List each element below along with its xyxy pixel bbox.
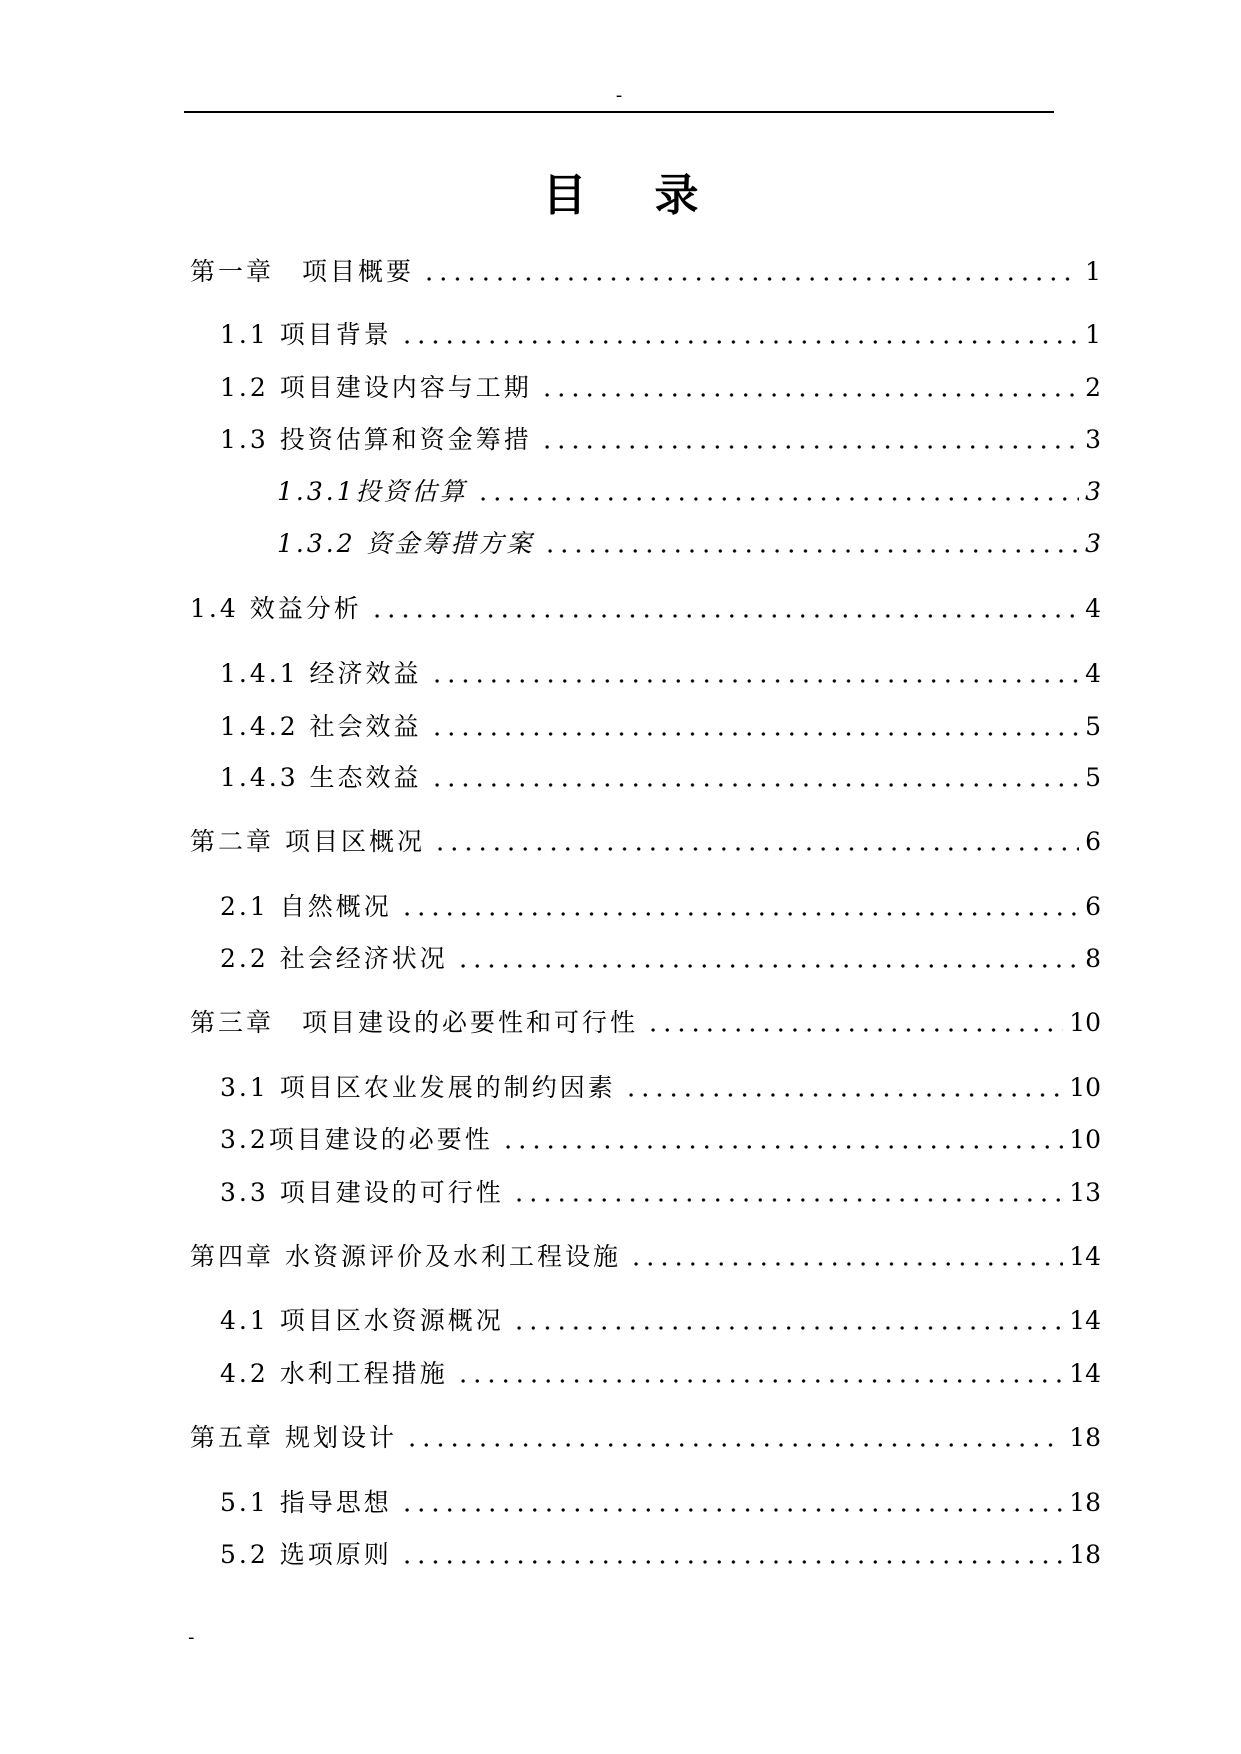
toc-entry-page-number: 6 — [1085, 892, 1101, 921]
toc-entry-title: 3.3 项目建设的可行性 — [220, 1178, 504, 1207]
toc-entry-page-number: 14 — [1069, 1359, 1101, 1388]
toc-entry[interactable] — [220, 941, 1101, 977]
toc-entry[interactable] — [277, 474, 1101, 510]
toc-entry-page-number: 4 — [1085, 594, 1101, 623]
toc-entry[interactable] — [220, 422, 1101, 458]
toc-entry-title: 1.2 项目建设内容与工期 — [220, 373, 532, 402]
toc-entry-page-number: 3 — [1085, 529, 1101, 558]
toc-entry-title: 5.1 指导思想 — [220, 1488, 392, 1517]
dot-leader — [400, 317, 1079, 353]
toc-entry-title: 1.3 投资估算和资金筹措 — [220, 425, 532, 454]
toc-entry[interactable] — [220, 317, 1101, 353]
toc-entry-page-number: 10 — [1069, 1008, 1101, 1037]
dot-leader — [456, 1356, 1063, 1392]
toc-entry-title: 1.4.2 社会效益 — [220, 712, 422, 741]
toc-entry-title: 3.2项目建设的必要性 — [220, 1125, 493, 1154]
toc-entry-page-number: 5 — [1085, 712, 1101, 741]
toc-entry[interactable] — [220, 1485, 1101, 1521]
toc-entry-page-number: 14 — [1069, 1242, 1101, 1271]
dot-leader — [400, 1537, 1063, 1573]
dot-leader — [540, 422, 1079, 458]
dot-leader — [400, 889, 1079, 925]
dot-leader — [540, 370, 1079, 406]
dot-leader — [430, 709, 1080, 745]
dot-leader — [512, 1175, 1063, 1211]
toc-entry-title: 1.3.1投资估算 — [277, 477, 468, 506]
toc-entry[interactable] — [220, 1537, 1101, 1573]
toc-entry[interactable] — [190, 824, 1101, 860]
toc-entry-page-number: 3 — [1085, 477, 1101, 506]
toc-entry[interactable] — [220, 709, 1101, 745]
dot-leader — [422, 254, 1079, 290]
toc-entry-title: 2.1 自然概况 — [220, 892, 392, 921]
toc-entry-page-number: 6 — [1085, 827, 1101, 856]
toc-entry-title: 4.2 水利工程措施 — [220, 1359, 448, 1388]
dot-leader — [400, 1485, 1063, 1521]
dot-leader — [405, 1420, 1063, 1456]
dot-leader — [629, 1239, 1063, 1275]
toc-entry-page-number: 10 — [1069, 1073, 1101, 1102]
toc-entry[interactable] — [190, 254, 1101, 290]
toc-entry[interactable] — [220, 1303, 1101, 1339]
toc-entry-page-number: 2 — [1085, 373, 1101, 402]
toc-entry[interactable] — [190, 591, 1101, 627]
toc-entry-page-number: 5 — [1085, 763, 1101, 792]
toc-entry-page-number: 18 — [1069, 1423, 1101, 1452]
toc-entry-page-number: 13 — [1069, 1178, 1101, 1207]
toc-entry-page-number: 18 — [1069, 1540, 1101, 1569]
toc-entry-title: 4.1 项目区水资源概况 — [220, 1306, 504, 1335]
toc-entry-page-number: 1 — [1085, 257, 1101, 286]
toc-entry-page-number: 1 — [1085, 320, 1101, 349]
toc-entry-title: 第五章 规划设计 — [190, 1423, 397, 1452]
toc-entry[interactable] — [220, 370, 1101, 406]
dot-leader — [430, 760, 1080, 796]
dot-leader — [624, 1070, 1063, 1106]
dot-leader — [476, 474, 1079, 510]
toc-entry-title: 1.1 项目背景 — [220, 320, 392, 349]
dot-leader — [370, 591, 1079, 627]
toc-entry-page-number: 14 — [1069, 1306, 1101, 1335]
toc-entry[interactable] — [220, 1356, 1101, 1392]
toc-entry[interactable] — [277, 526, 1101, 562]
toc-entry-title: 第三章 项目建设的必要性和可行性 — [190, 1008, 639, 1037]
toc-entry-title: 1.4.3 生态效益 — [220, 763, 422, 792]
dot-leader — [433, 824, 1079, 860]
header-mark: - — [615, 85, 623, 106]
toc-entry-title: 第四章 水资源评价及水利工程设施 — [190, 1242, 621, 1271]
toc-entry-page-number: 10 — [1069, 1125, 1101, 1154]
toc-entry-title: 1.4 效益分析 — [190, 594, 362, 623]
dot-leader — [430, 656, 1080, 692]
toc-entry[interactable] — [220, 1070, 1101, 1106]
toc-entry[interactable] — [190, 1005, 1101, 1041]
toc-entry-page-number: 3 — [1085, 425, 1101, 454]
toc-entry[interactable] — [220, 656, 1101, 692]
toc-entry[interactable] — [220, 1122, 1101, 1158]
toc-entry[interactable] — [190, 1420, 1101, 1456]
page-title: 目 录 — [542, 170, 711, 221]
toc-entry-title: 第二章 项目区概况 — [190, 827, 425, 856]
toc-entry-title: 第一章 项目概要 — [190, 257, 415, 286]
toc-entry[interactable] — [220, 760, 1101, 796]
footer-mark: - — [188, 1627, 195, 1648]
dot-leader — [512, 1303, 1063, 1339]
dot-leader — [543, 526, 1080, 562]
dot-leader — [501, 1122, 1063, 1158]
toc-entry-title: 1.4.1 经济效益 — [220, 659, 422, 688]
dot-leader — [456, 941, 1079, 977]
toc-entry[interactable] — [190, 1239, 1101, 1275]
toc-entry-title: 2.2 社会经济状况 — [220, 944, 448, 973]
toc-entry-title: 1.3.2 资金筹措方案 — [277, 529, 535, 558]
toc-entry-page-number: 8 — [1085, 944, 1101, 973]
toc-entry-title: 3.1 项目区农业发展的制约因素 — [220, 1073, 616, 1102]
toc-entry[interactable] — [220, 889, 1101, 925]
toc-entry-page-number: 4 — [1085, 659, 1101, 688]
toc-entry-title: 5.2 选项原则 — [220, 1540, 392, 1569]
toc-entry[interactable] — [220, 1175, 1101, 1211]
toc-entry-page-number: 18 — [1069, 1488, 1101, 1517]
dot-leader — [646, 1005, 1063, 1041]
